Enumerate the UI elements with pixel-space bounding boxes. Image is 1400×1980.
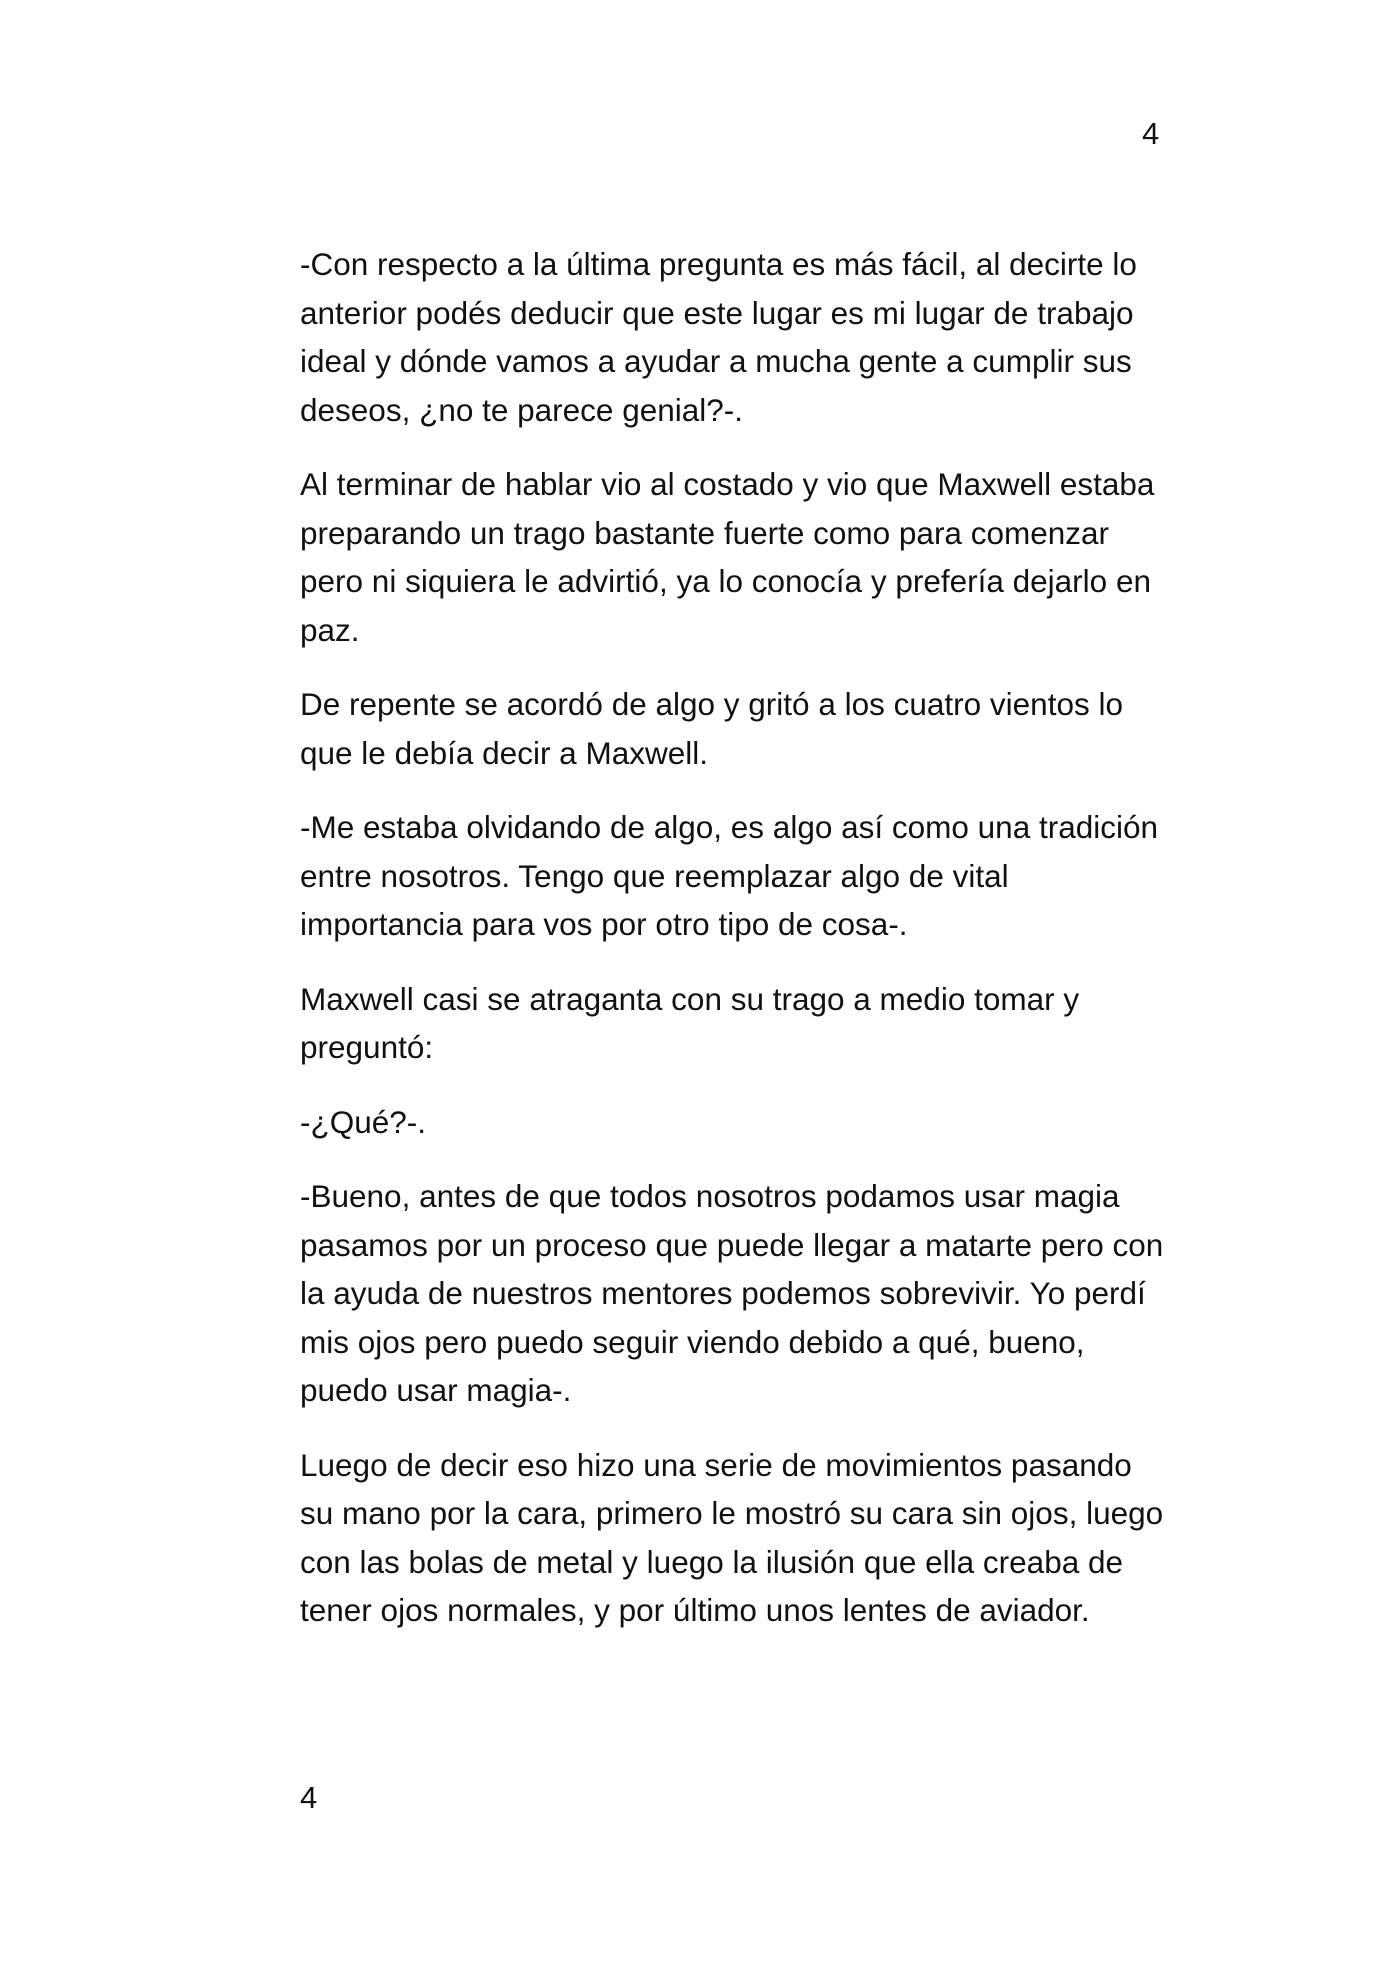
paragraph-4: -Me estaba olvidando de algo, es algo así como una tradición entre nosotros. Tengo que reemplazar algo de vital importancia para vos por otro tipo de cosa-.: [300, 809, 1159, 942]
paragraph-1: -Con respecto a la última pregunta es más fácil, al decirte lo anterior podés deducir que este lugar es mi lugar de trabajo ideal y dónde vamos a ayudar a mucha gente a cumplir sus deseos, ¿no te parece genial?-.: [300, 246, 1137, 428]
paragraph-8: Luego de decir eso hizo una serie de movimientos pasando su mano por la cara, primero le mostró su cara sin ojos, luego con las bolas de metal y luego la ilusión que ella creaba de tener ojos normales, y por último unos lentes de aviador.: [300, 1446, 1164, 1628]
paragraph-5: Maxwell casi se atraganta con su trago a medio tomar y preguntó:: [300, 980, 1080, 1065]
paragraph-7: -Bueno, antes de que todos nosotros podamos usar magia pasamos por un proceso que puede llegar a matarte pero con la ayuda de nuestros mentores podemos sobrevivir. Yo perdí mis ojos pero puedo seguir viendo debido a qué, bueno, puedo usar magia-.: [300, 1178, 1164, 1408]
body-text: [300, 240, 1170, 1661]
page-number-top: 4: [1142, 116, 1160, 151]
paragraph-3: De repente se acordó de algo y gritó a los cuatro vientos lo que le debía decir a Maxwell.: [300, 686, 1123, 771]
page-number-bottom: 4: [300, 1780, 318, 1815]
paragraph-2: Al terminar de hablar vio al costado y vio que Maxwell estaba preparando un trago bastante fuerte como para comenzar pero ni siquiera le advirtió, ya lo conocía y prefería dejarlo en paz.: [300, 466, 1155, 648]
paragraph-6: -¿Qué?-.: [300, 1103, 427, 1140]
